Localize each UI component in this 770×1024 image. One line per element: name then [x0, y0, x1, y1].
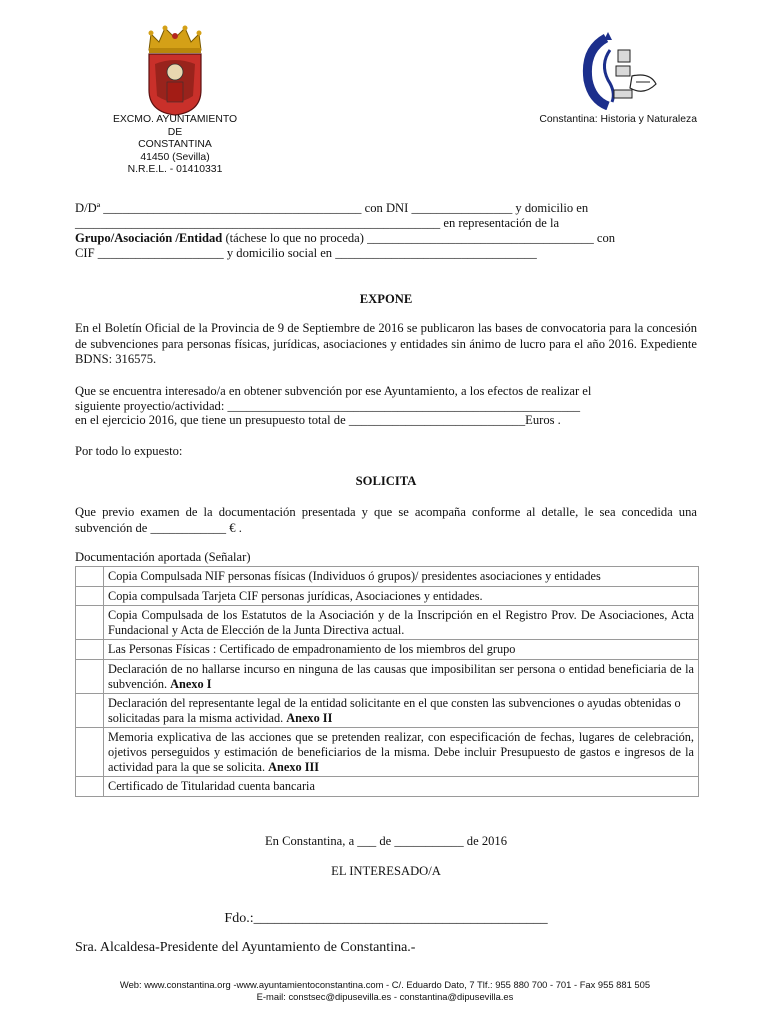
date-line: En Constantina, a ___ de ___________ de 2016	[264, 834, 508, 848]
org-line: EXCMO. AYUNTAMIENTO	[112, 114, 238, 125]
shield-icon	[149, 54, 201, 115]
checklist-row	[76, 567, 699, 587]
checklist-text: Copia Compulsada de los Estatutos de la Asociación y de la Inscripción en el Registro Prov. De Asociaciones, Acta Fundacional y Acta de Elección de la Junta Directiva actual.	[104, 606, 699, 640]
footer-contact: Web: www.constantina.org -www.ayuntamientoconstantina.com - C/. Eduardo Dato, 7 Tlf.: 955 880 700 - 701 - Fax 955 881 505	[119, 979, 651, 990]
checklist-text-with-annex	[104, 694, 699, 728]
checklist-row	[76, 728, 699, 777]
checkbox-cell[interactable]	[76, 567, 104, 587]
checkbox-cell[interactable]	[76, 606, 104, 640]
org-line: N.R.E.L. - 01410331	[127, 164, 223, 176]
checklist-text: Declaración del representante legal de la entidad solicitante en el que consten las subvenciones o ayudas obtenidas o solicitadas para la misma actividad.	[108, 696, 681, 725]
project-line-2: siguiente proyectio/actividad: ________________________________________________________	[75, 399, 581, 413]
checkbox-cell[interactable]	[76, 640, 104, 660]
applicant-line-3-rest: (táchese lo que no proceda) ____________________________________ con	[222, 231, 616, 245]
checklist-row	[76, 694, 699, 728]
checkbox-cell[interactable]	[76, 586, 104, 606]
applicant-line-3	[75, 231, 697, 247]
checkbox-cell[interactable]	[76, 659, 104, 693]
applicant-line-4: CIF ____________________ y domicilio social en ________________________________	[75, 246, 537, 260]
annex-label: Anexo I	[170, 676, 212, 691]
organization-address	[65, 114, 285, 177]
checklist-text: Copia Compulsada NIF personas físicas (Individuos ó grupos)/ presidentes asociaciones y entidades	[104, 567, 699, 587]
solicita-heading: SOLICITA	[355, 474, 417, 488]
signature-line: Fdo.:__________________________________________	[224, 911, 548, 926]
applicant-line-2: __________________________________________________________ en representación de la	[75, 216, 560, 230]
checklist-text: Las Personas Físicas : Certificado de empadronamiento de los miembros del grupo	[104, 640, 699, 660]
checkbox-cell[interactable]	[76, 777, 104, 797]
checklist-row	[76, 640, 699, 660]
org-line: DE	[167, 126, 183, 138]
footer	[0, 979, 770, 1003]
org-line: 41450 (Sevilla)	[140, 151, 210, 163]
footer-email: E-mail: constsec@dipusevilla.es - constantina@dipusevilla.es	[256, 991, 514, 1003]
checklist-text: Certificado de Titularidad cuenta bancaria	[104, 777, 699, 797]
checklist-text: Memoria explicativa de las acciones que se pretenden realizar, con especificación de fechas, lugares de celebración, ojetivos perseguidos y estimación de beneficiarios de la misma. Debe incluir Presupuesto de gastos e ingresos de la actividad para la que se solicita.	[108, 730, 694, 774]
checklist-row	[76, 606, 699, 640]
checklist-text-with-annex	[104, 728, 699, 777]
expuesto-line: Por todo lo expuesto:	[75, 444, 183, 458]
motto: Constantina: Historia y Naturaleza	[539, 114, 697, 125]
annex-label: Anexo III	[268, 759, 320, 774]
documentation-title: Documentación aportada (Señalar)	[75, 550, 251, 564]
expone-heading: EXPONE	[359, 292, 413, 306]
project-line-3: en el ejercicio 2016, que tiene un presupuesto total de ____________________________Euros .	[75, 413, 561, 427]
checkbox-cell[interactable]	[76, 694, 104, 728]
checklist-row	[76, 659, 699, 693]
coat-of-arms-logo	[145, 24, 205, 116]
checklist-text: Copia compulsada Tarjeta CIF personas jurídicas, Asociaciones y entidades.	[104, 586, 699, 606]
annex-label: Anexo II	[286, 710, 333, 725]
solicita-paragraph: Que previo examen de la documentación presentada y que se acompaña conforme al detalle, le sea concedida una subvención de ____________ € .	[75, 505, 697, 535]
addressee: Sra. Alcaldesa-Presidente del Ayuntamiento de Constantina.-	[75, 940, 416, 955]
org-line: CONSTANTINA	[138, 139, 212, 151]
applicant-line-1: D/Dª _________________________________________ con DNI ________________ y domicilio en	[75, 201, 589, 215]
checklist-text: Declaración de no hallarse incurso en ninguna de las causas que imposibilitan ser persona o entidad beneficiaria de la subvención.	[108, 661, 694, 691]
project-line-1: Que se encuentra interesado/a en obtener subvención por ese Ayuntamiento, a los efectos de realizar el	[75, 384, 592, 398]
group-entity-label: Grupo/Asociación /Entidad	[75, 231, 223, 245]
crown-icon	[149, 26, 202, 54]
historia-naturaleza-logo	[578, 30, 658, 110]
interested-label: EL INTERESADO/A	[331, 864, 441, 878]
documentation-checklist	[75, 566, 699, 797]
checklist-row	[76, 586, 699, 606]
expone-paragraph: En el Boletín Oficial de la Provincia de 9 de Septiembre de 2016 se publicaron las bases de convocatoria para la concesión de subvenciones para personas físicas, jurídicas, asociaciones y entidades sin ánimo de lucro para el año 2016. Expediente BDNS: 316575.	[75, 321, 697, 366]
checkbox-cell[interactable]	[76, 728, 104, 777]
checklist-text-with-annex	[104, 659, 699, 693]
checklist-row	[76, 777, 699, 797]
